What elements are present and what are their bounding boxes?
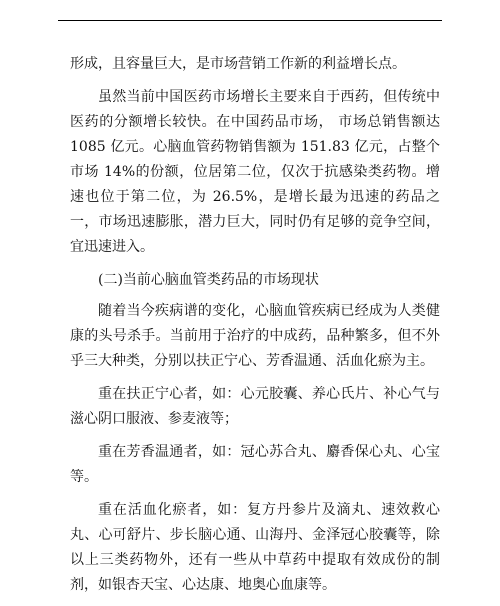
section-heading: (二)当前心脑血管类药品的市场现状: [98, 272, 319, 288]
top-rule: [58, 20, 442, 21]
paragraph-disease-trend: 随着当今疾病谱的变化，心脑血管疾病已经成为人类健康的头号杀手。当前用于治疗的中成药，品种繁多，但不外乎三大种类，分别以扶正宁心、芳香温通、活血化瘀为主。: [70, 303, 440, 369]
paragraph-huoxue-huayu: 重在活血化瘀者，如：复方丹参片及滴丸、速效救心丸、心可舒片、步长脑心通、山海丹、金泽冠心胶囊等，除以上三类药物外，还有一些从中草药中提取有效成份的制剂，如银杏天宝、心达康、地奥心血康等。: [70, 502, 440, 593]
paragraph-fuzheng-ningxin: 重在扶正宁心者，如：心元胶囊、养心氏片、补心气与滋心阴口服液、参麦液等；: [70, 386, 440, 427]
paragraph-market-growth: 虽然当前中国医药市场增长主要来自于西药，但传统中医药的分额增长较快。在中国药品市场， 市场总销售额达1085 亿元。心脑血管药物销售额为 151.83 亿元，占整个市场 14%的份额，位居第二位，仅次于抗感染类药物。增速也位于第二位，为 26.5%，是增长最为迅速的药品之一，市场迅速膨胀，潜力巨大，同时仍有足够的竞争空间，宜迅速进入。: [70, 89, 440, 255]
paragraph-continuation: 形成，且容量巨大，是市场营销工作新的利益增长点。: [70, 56, 406, 72]
document-body: [70, 52, 440, 606]
paragraph-fangxiang-wentong: 重在芳香温通者，如：冠心苏合丸、麝香保心丸、心宝等。: [70, 444, 440, 485]
